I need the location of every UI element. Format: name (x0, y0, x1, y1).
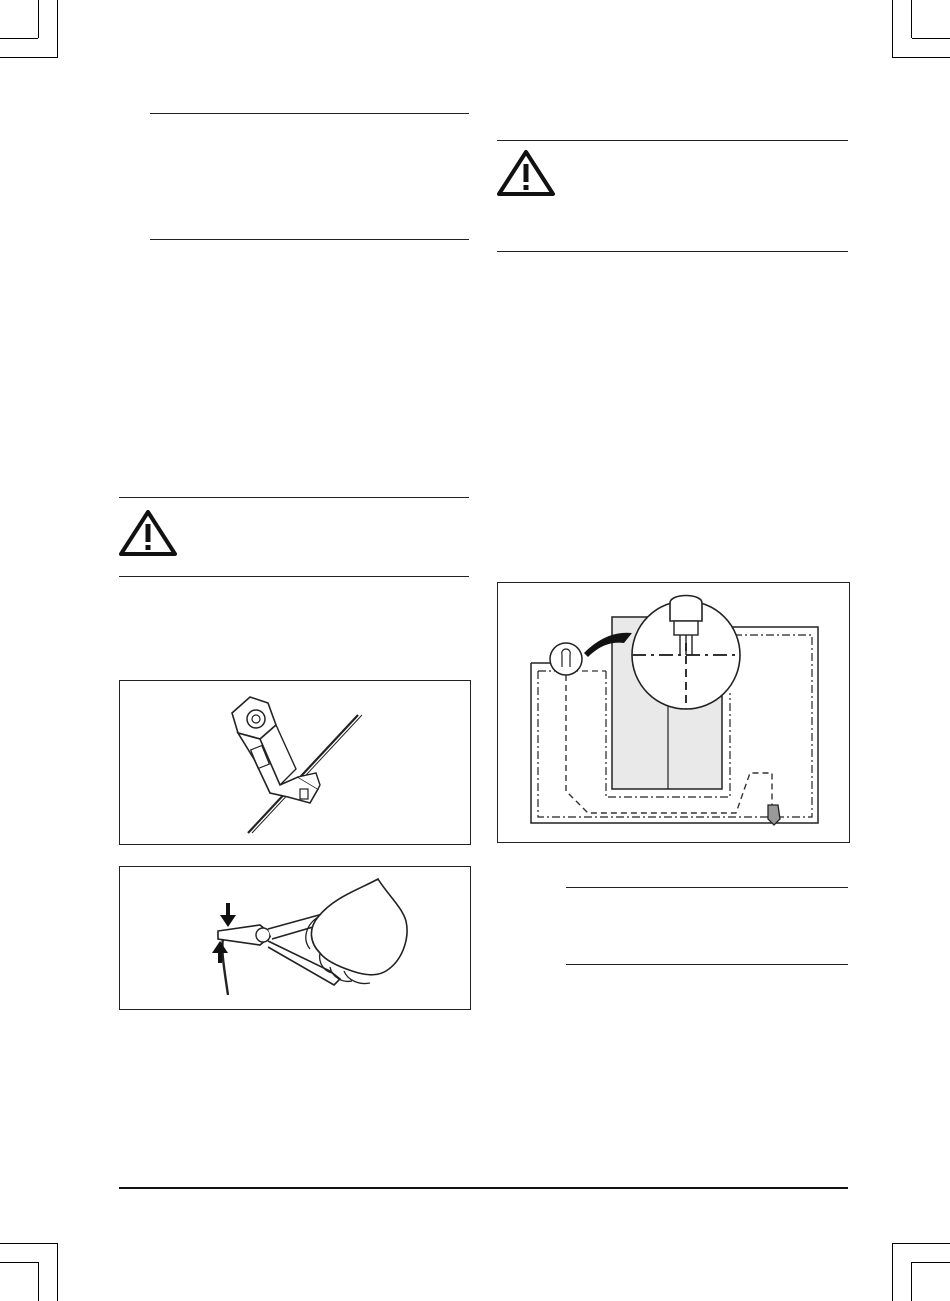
figure-installation-layout (497, 582, 850, 843)
figure-wire-connector (119, 680, 471, 845)
figure-pliers (119, 866, 471, 1010)
installation-layout-icon (498, 583, 849, 842)
note-rule-bottom-right (566, 964, 848, 965)
note-rule-bottom-left (150, 239, 469, 240)
warning-triangle-icon (118, 509, 178, 557)
warning-rule-bottom-right (497, 251, 848, 252)
footer-rule (119, 1187, 848, 1189)
note-rule-top-right (566, 887, 848, 888)
warning-triangle-icon (496, 149, 556, 197)
pliers-crimp-icon (120, 867, 470, 1009)
warning-rule-bottom-left (119, 576, 469, 577)
warning-rule-top-left (119, 497, 469, 498)
wire-connector-icon (120, 681, 470, 844)
warning-rule-top-right (497, 140, 848, 141)
note-rule-top-left (150, 113, 469, 114)
